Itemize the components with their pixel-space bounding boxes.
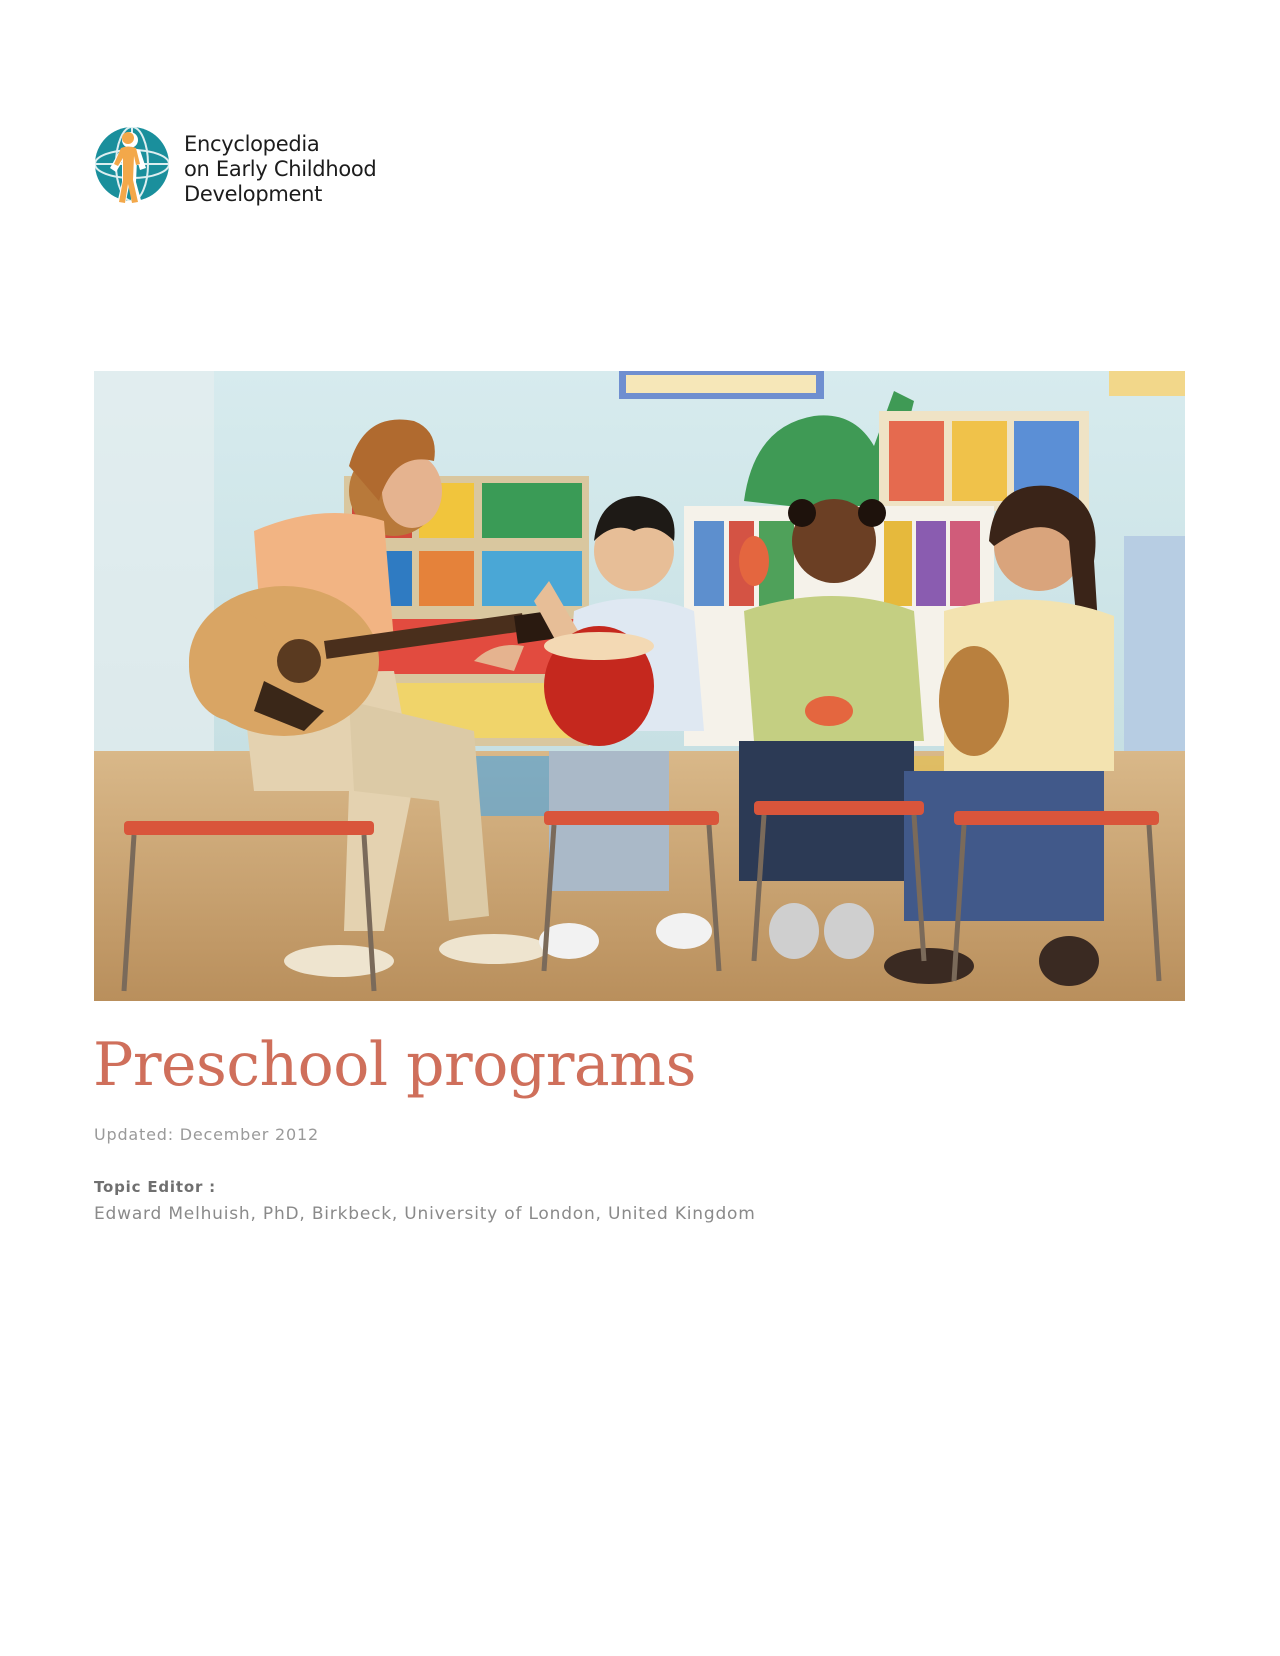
page-title: Preschool programs xyxy=(93,1030,696,1100)
logo xyxy=(92,124,376,214)
globe-child-icon xyxy=(92,124,172,214)
hero-image xyxy=(94,371,1185,1001)
classroom-music-photo xyxy=(94,371,1185,1001)
logo-line-3: Development xyxy=(184,181,323,206)
updated-date: Updated: December 2012 xyxy=(94,1125,319,1144)
logo-line-1: Encyclopedia xyxy=(184,131,320,156)
logo-text xyxy=(184,132,376,207)
topic-editor-label: Topic Editor : xyxy=(94,1178,216,1196)
topic-editor-name: Edward Melhuish, PhD, Birkbeck, University of London, United Kingdom xyxy=(94,1204,756,1224)
logo-line-2: on Early Childhood xyxy=(184,156,377,181)
